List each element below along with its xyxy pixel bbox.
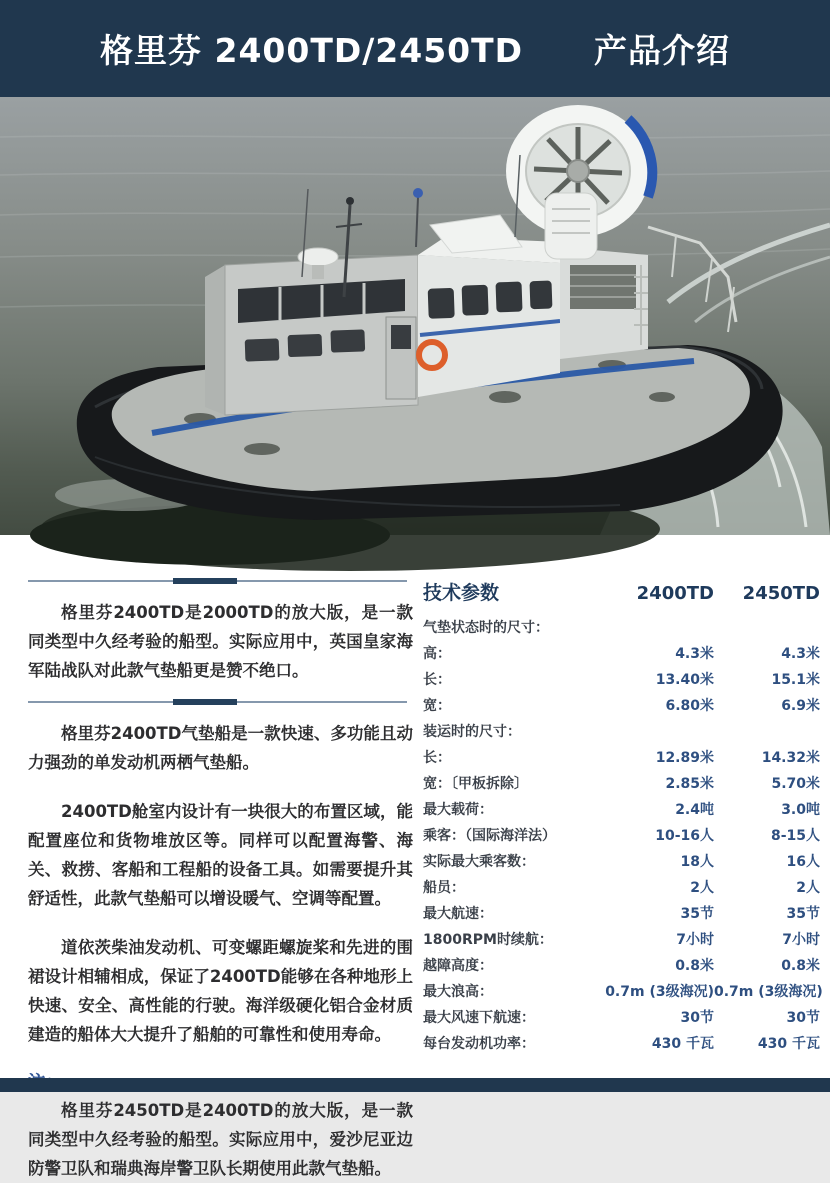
spec-value-2450: 16人 (786, 854, 820, 870)
spec-value-2450: 7小时 (782, 932, 820, 948)
spec-table-header (423, 578, 820, 608)
spec-header-params: 技术参数 (423, 582, 500, 604)
spec-header-2450td: 2450TD (742, 583, 820, 604)
page-subtitle: 产品介绍 (594, 31, 730, 70)
spec-value-2400: 2人 (690, 880, 714, 896)
spec-row (423, 822, 820, 848)
spec-label: 船员： (423, 880, 465, 896)
section-divider (28, 578, 413, 584)
intro-column (28, 578, 413, 1178)
spec-label: 最大航速： (423, 906, 493, 922)
intro-paragraph-2: 格里芬2400TD气垫船是一款快速、多功能且动力强劲的单发动机两栖气垫船。 (28, 724, 413, 772)
spec-row (423, 796, 820, 822)
spec-value-2400: 0.8米 (675, 958, 714, 974)
spec-value-2450: 430 千瓦 (757, 1036, 820, 1052)
spec-label: 高： (423, 646, 451, 662)
spec-row (423, 666, 820, 692)
spec-label: 实际最大乘客数： (423, 854, 535, 870)
spec-row (423, 692, 820, 718)
intro-paragraph-1: 格里芬2400TD是2000TD的放大版，是一款同类型中久经考验的船型。实际应用中，英国皇家海军陆战队对此款气垫船更是赞不绝口。 (28, 603, 413, 680)
spec-value-2400: 10-16人 (655, 828, 714, 844)
spec-row (423, 978, 823, 1004)
spec-value-2400: 7小时 (676, 932, 714, 948)
spec-value-2450: 3.0吨 (781, 802, 820, 818)
spec-value-2400: 12.89米 (655, 750, 714, 766)
spec-row (423, 640, 820, 666)
spec-row (423, 874, 820, 900)
spec-label: 最大浪高： (423, 984, 493, 1000)
spec-row (423, 1030, 820, 1056)
spec-row (423, 926, 820, 952)
footer-bar (0, 1078, 830, 1092)
spec-value-2400: 2.85米 (665, 776, 714, 792)
spec-label: 长： (423, 672, 451, 688)
page-header (0, 0, 830, 97)
spec-value-2450: 6.9米 (781, 698, 820, 714)
spec-value-2450: 4.3米 (781, 646, 820, 662)
spec-row (423, 900, 820, 926)
note-paragraph: 格里芬2450TD是2400TD的放大版，是一款同类型中久经考验的船型。实际应用中，爱沙尼亚边防警卫队和瑞典海岸警卫队长期使用此款气垫船。 (28, 1101, 413, 1178)
spec-value-2400: 4.3米 (675, 646, 714, 662)
spec-label: 最大风速下航速： (423, 1010, 535, 1026)
spec-section-row (423, 718, 820, 744)
spec-value-2450: 30节 (786, 1010, 820, 1026)
spec-value-2450: 8-15人 (770, 828, 820, 844)
spec-label: 每台发动机功率： (423, 1036, 535, 1052)
spec-value-2450: 15.1米 (771, 672, 820, 688)
spec-value-2400: 13.40米 (655, 672, 714, 688)
spec-label: 1800RPM时续航： (423, 932, 553, 948)
spec-value-2400: 35节 (680, 906, 714, 922)
spec-row (423, 848, 820, 874)
spec-value-2450: 35节 (786, 906, 820, 922)
spec-section-label: 装运时的尺寸： (423, 724, 521, 740)
spec-row (423, 770, 820, 796)
page-title: 格里芬 2400TD/2450TD (100, 31, 524, 70)
spec-label: 长： (423, 750, 451, 766)
spec-value-2450: 0.8米 (781, 958, 820, 974)
spec-value-2400: 0.7m (3级海况) (605, 984, 714, 1000)
spec-value-2450: 5.70米 (771, 776, 820, 792)
spec-label: 越障高度： (423, 958, 493, 974)
spec-value-2400: 30节 (680, 1010, 714, 1026)
spec-label: 乘客：（国际海洋法） (423, 828, 556, 844)
spec-row (423, 952, 820, 978)
intro-paragraph-4: 道依茨柴油发动机、可变螺距螺旋桨和先进的围裙设计相辅相成，保证了2400TD能够在各种地形上快速、安全、高性能的行驶。海洋级硬化铝合金材质建造的船体大大提升了船舶的可靠性和使用寿命。 (28, 938, 413, 1044)
divider-thick-segment (173, 699, 237, 705)
spec-value-2450: 0.7m (3级海况) (714, 984, 823, 1000)
content-area (0, 535, 830, 1178)
spec-value-2400: 2.4吨 (675, 802, 714, 818)
intro-paragraph-3: 2400TD舱室内设计有一块很大的布置区域，能配置座位和货物堆放区等。同样可以配置海警、海关、救捞、客船和工程船的设备工具。如需要提升其舒适性，此款气垫船可以增设暖气、空调等配置。 (28, 802, 413, 908)
spec-label: 最大载荷： (423, 802, 493, 818)
spec-value-2450: 14.32米 (761, 750, 820, 766)
spec-section-label: 气垫状态时的尺寸： (423, 620, 549, 636)
spec-row (423, 744, 820, 770)
spec-header-2400td: 2400TD (636, 583, 714, 604)
spec-label: 宽： (423, 698, 451, 714)
spec-value-2450: 2人 (796, 880, 820, 896)
divider-thick-segment (173, 578, 237, 584)
spec-label: 宽：〔甲板拆除〕 (423, 776, 528, 792)
spec-value-2400: 18人 (680, 854, 714, 870)
spec-value-2400: 430 千瓦 (651, 1036, 714, 1052)
spec-table (423, 578, 823, 1078)
spec-section-row (423, 614, 820, 640)
hovercraft-photo (0, 97, 830, 535)
spec-row (423, 1004, 820, 1030)
section-divider (28, 699, 413, 705)
spec-value-2400: 6.80米 (665, 698, 714, 714)
